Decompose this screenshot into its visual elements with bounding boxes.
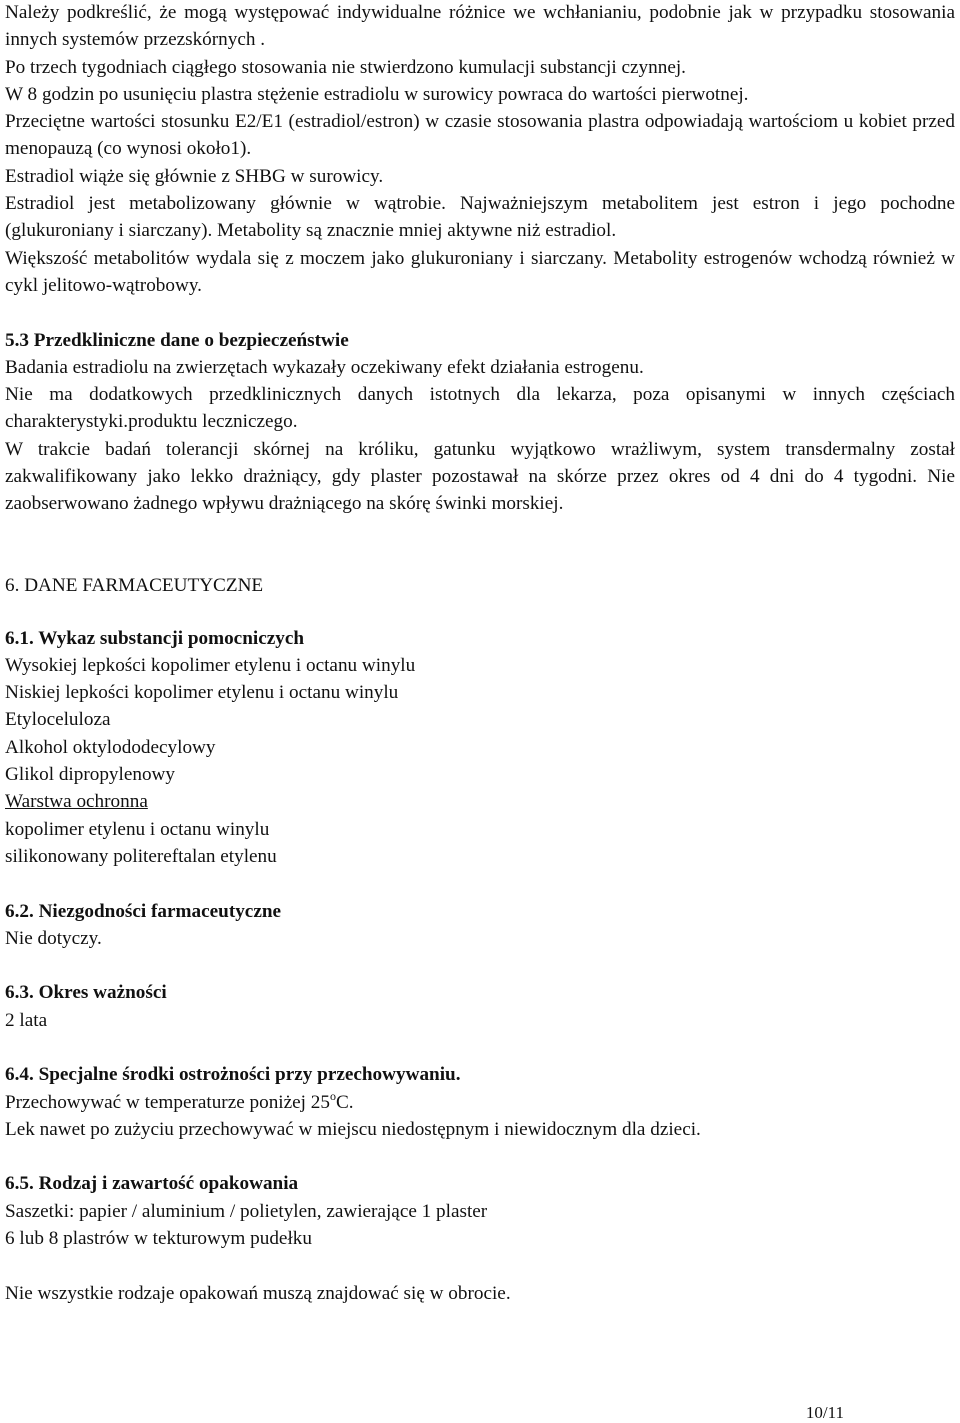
paragraph-shbg-binding: Estradiol wiąże się głównie z SHBG w surowicy. xyxy=(5,165,384,187)
excipient-item: Wysokiej lepkości kopolimer etylenu i octanu winylu xyxy=(5,654,416,676)
section-number-6-2: 6.2. xyxy=(5,900,34,922)
paragraph-excretion: Większość metabolitów wydala się z moczem jako glukuroniany i siarczany. Metabolity estrogenów wchodzą również w cykl jelitowo-wątrobowy. xyxy=(5,247,955,296)
section-number-6-4: 6.4. xyxy=(5,1064,34,1086)
section-number-6-5: 6.5. xyxy=(5,1173,34,1195)
section-heading-6-5 xyxy=(5,1170,955,1197)
paragraph-animal-studies: Badania estradiolu na zwierzętach wykazały oczekiwany efekt działania estrogenu. xyxy=(5,356,644,378)
packaging-marketing-note: Nie wszystkie rodzaje opakowań muszą znajdować się w obrocie. xyxy=(5,1282,511,1304)
section-heading-5-3 xyxy=(5,327,955,354)
paragraph-metabolism: Estradiol jest metabolizowany głównie w wątrobie. Najważniejszym metabolitem jest estron i jego pochodne (glukuroniany i siarczany). Metabolity są znacznie mniej aktywne niż estradiol. xyxy=(5,193,955,242)
section-title-5-3: Przedkliniczne dane o bezpieczeństwie xyxy=(28,329,349,351)
excipient-item: Etyloceluloza xyxy=(5,709,111,731)
paragraph-no-accumulation: Po trzech tygodniach ciągłego stosowania nie stwierdzono kumulacji substancji czynnej. xyxy=(5,56,686,78)
paragraph-no-additional-data: Nie ma dodatkowych przedklinicznych danych istotnych dla lekarza, poza opisanymi w innych częściach charakterystyki.produktu leczniczego. xyxy=(5,384,955,433)
incompatibilities-text: Nie dotyczy. xyxy=(5,927,102,949)
storage-children-warning: Lek nawet po zużyciu przechowywać w miejscu niedostępnym i niewidocznym dla dzieci. xyxy=(5,1118,701,1140)
section-heading-6: 6. DANE FARMACEUTYCZNE xyxy=(5,575,264,597)
section-heading-6-3 xyxy=(5,979,955,1006)
excipient-item: Niskiej lepkości kopolimer etylenu i octanu winylu xyxy=(5,682,399,704)
packaging-line: Saszetki: papier / aluminium / polietylen, zawierające 1 plaster xyxy=(5,1200,488,1222)
storage-temperature-prefix: Przechowywać w temperaturze poniżej 25 xyxy=(5,1091,330,1113)
section-heading-6-2 xyxy=(5,898,955,925)
degree-superscript: o xyxy=(329,1088,336,1103)
section-number-6-3: 6.3. xyxy=(5,982,34,1004)
paragraph-absorption-differences: Należy podkreślić, że mogą występować indywidualne różnice we wchłanianiu, podobnie jak w przypadku stosowania innych systemów przezskórnych . xyxy=(5,2,955,51)
protective-layer-item: kopolimer etylenu i octanu winylu xyxy=(5,818,270,840)
protective-layer-item: silikonowany politereftalan etylenu xyxy=(5,845,277,867)
paragraph-skin-tolerance: W trakcie badań tolerancji skórnej na króliku, gatunku wyjątkowo wrażliwym, system transdermalny został zakwalifikowany jako lekko drażniący, gdy plaster pozostawał na skórze przez okres od 4 dni do 4 tygodni. Nie zaobserwowano żadnego wpływu drażniącego na skórę świnki morskiej. xyxy=(5,438,955,515)
section-title-6-3: Okres ważności xyxy=(33,982,167,1004)
excipient-item: Glikol dipropylenowy xyxy=(5,764,176,786)
section-number-5-3: 5.3 xyxy=(5,329,29,351)
storage-temperature-text xyxy=(5,1089,955,1116)
storage-temperature-suffix: C. xyxy=(335,1091,354,1113)
section-number-6-1: 6.1. xyxy=(5,627,34,649)
shelf-life-text: 2 lata xyxy=(5,1009,48,1031)
section-heading-6-1 xyxy=(5,625,955,652)
section-title-6-5: Rodzaj i zawartość opakowania xyxy=(33,1173,299,1195)
section-heading-6-4 xyxy=(5,1061,955,1088)
paragraph-return-baseline: W 8 godzin po usunięciu plastra stężenie estradiolu w surowicy powraca do wartości pierwotnej. xyxy=(5,83,749,105)
section-title-6-4: Specjalne środki ostrożności przy przechowywaniu. xyxy=(33,1064,461,1086)
protective-layer-subheading: Warstwa ochronna xyxy=(5,791,148,813)
page-number: 10/11 xyxy=(805,1403,844,1422)
packaging-line: 6 lub 8 plastrów w tekturowym pudełku xyxy=(5,1228,312,1250)
paragraph-e2-e1-ratio: Przeciętne wartości stosunku E2/E1 (estradiol/estron) w czasie stosowania plastra odpowiadają wartościom u kobiet przed menopauzą (co wynosi około1). xyxy=(5,111,955,160)
document-body xyxy=(5,0,955,1307)
section-title-6-2: Niezgodności farmaceutyczne xyxy=(33,900,282,922)
section-title-6-1: Wykaz substancji pomocniczych xyxy=(33,627,305,649)
excipient-item: Alkohol oktylododecylowy xyxy=(5,736,216,758)
